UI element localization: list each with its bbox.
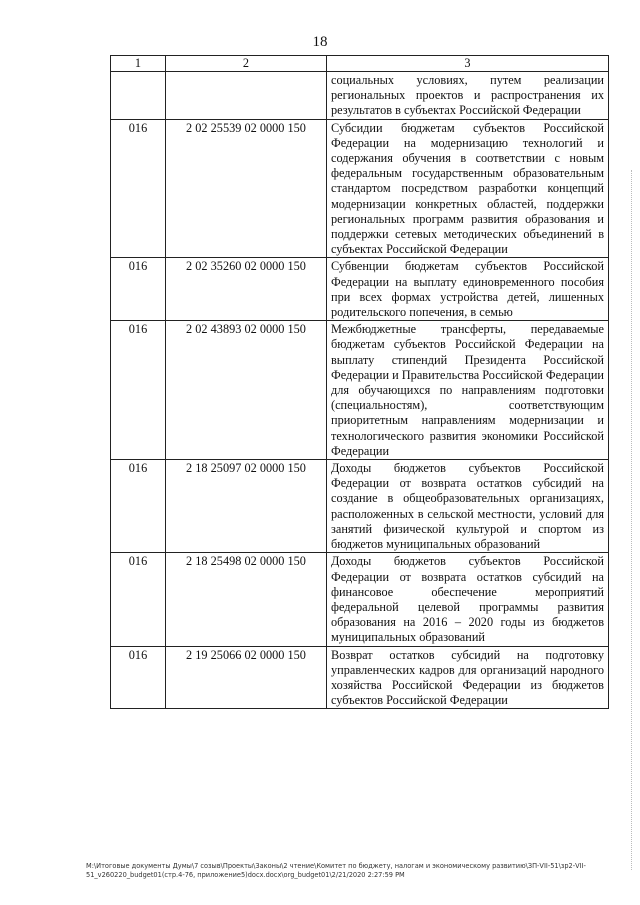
budget-code-cell: 2 18 25498 02 0000 150 <box>166 553 327 646</box>
budget-code-cell: 2 18 25097 02 0000 150 <box>166 460 327 553</box>
budget-code-cell: 2 02 25539 02 0000 150 <box>166 119 327 258</box>
admin-code-cell: 016 <box>111 553 166 646</box>
table-header-row <box>111 56 609 72</box>
table-row <box>111 321 609 460</box>
description-cell: Возврат остатков субсидий на подготовку управленческих кадров для организаций народного хозяйства Российской Федерации из бюджетов субъектов Российской Федерации <box>327 646 609 709</box>
admin-code-cell: 016 <box>111 119 166 258</box>
column-header-3: 3 <box>327 56 609 72</box>
description-cell: Межбюджетные трансферты, передаваемые бюджетам субъектов Российской Федерации на выплату стипендий Президента Российской Федерации и Правительства Российской Федерации для обучающихся по направлениям подготовки (специальностям), соответствующим приоритетным направлениям модернизации и технологического развития экономики Российской Федерации <box>327 321 609 460</box>
budget-code-cell <box>166 72 327 120</box>
admin-code-cell: 016 <box>111 258 166 321</box>
table-row <box>111 72 609 120</box>
table-row <box>111 119 609 258</box>
page-number: 18 <box>312 34 328 50</box>
column-header-2: 2 <box>166 56 327 72</box>
admin-code-cell <box>111 72 166 120</box>
admin-code-cell: 016 <box>111 460 166 553</box>
budget-code-cell: 2 02 43893 02 0000 150 <box>166 321 327 460</box>
table-row <box>111 258 609 321</box>
table-row <box>111 553 609 646</box>
revenue-codes-table <box>110 55 609 709</box>
scan-margin-line <box>631 170 634 870</box>
admin-code-cell: 016 <box>111 646 166 709</box>
admin-code-cell: 016 <box>111 321 166 460</box>
budget-code-cell: 2 19 25066 02 0000 150 <box>166 646 327 709</box>
description-cell: социальных условиях, путем реализации региональных проектов и распространения их результатов в субъектах Российской Федерации <box>327 72 609 120</box>
description-cell: Доходы бюджетов субъектов Российской Федерации от возврата остатков субсидий на финансовое обеспечение мероприятий федеральной целевой программы развития образования на 2016 – 2020 годы из бюджетов муниципальных образований <box>327 553 609 646</box>
description-cell: Субсидии бюджетам субъектов Российской Федерации на модернизацию технологий и содержания обучения в соответствии с новым федеральным государственным образовательным стандартом посредством разработки концепций модернизации конкретных областей, поддержки региональных программ развития образования и поддержки сетевых методических объединений в субъектах Российской Федерации <box>327 119 609 258</box>
table-row <box>111 646 609 709</box>
file-path-footer: М:\Итоговые документы Думы\7 созыв\Проекты\Законы\2 чтение\Комитет по бюджету, налогам и экономическому развитию\ЗП-VII-51\зр2-VII-51_v260220_budget01(стр.4-76, приложение5)docx.docx\org_budget01\2/21/2020 2:27:59 PM <box>86 862 586 879</box>
column-header-1: 1 <box>111 56 166 72</box>
table-row <box>111 460 609 553</box>
budget-code-cell: 2 02 35260 02 0000 150 <box>166 258 327 321</box>
description-cell: Доходы бюджетов субъектов Российской Федерации от возврата остатков субсидий на создание в общеобразовательных организациях, расположенных в сельской местности, условий для занятий физической культурой и спортом из бюджетов муниципальных образований <box>327 460 609 553</box>
description-cell: Субвенции бюджетам субъектов Российской Федерации на выплату единовременного пособия при всех формах устройства детей, лишенных родительского попечения, в семью <box>327 258 609 321</box>
